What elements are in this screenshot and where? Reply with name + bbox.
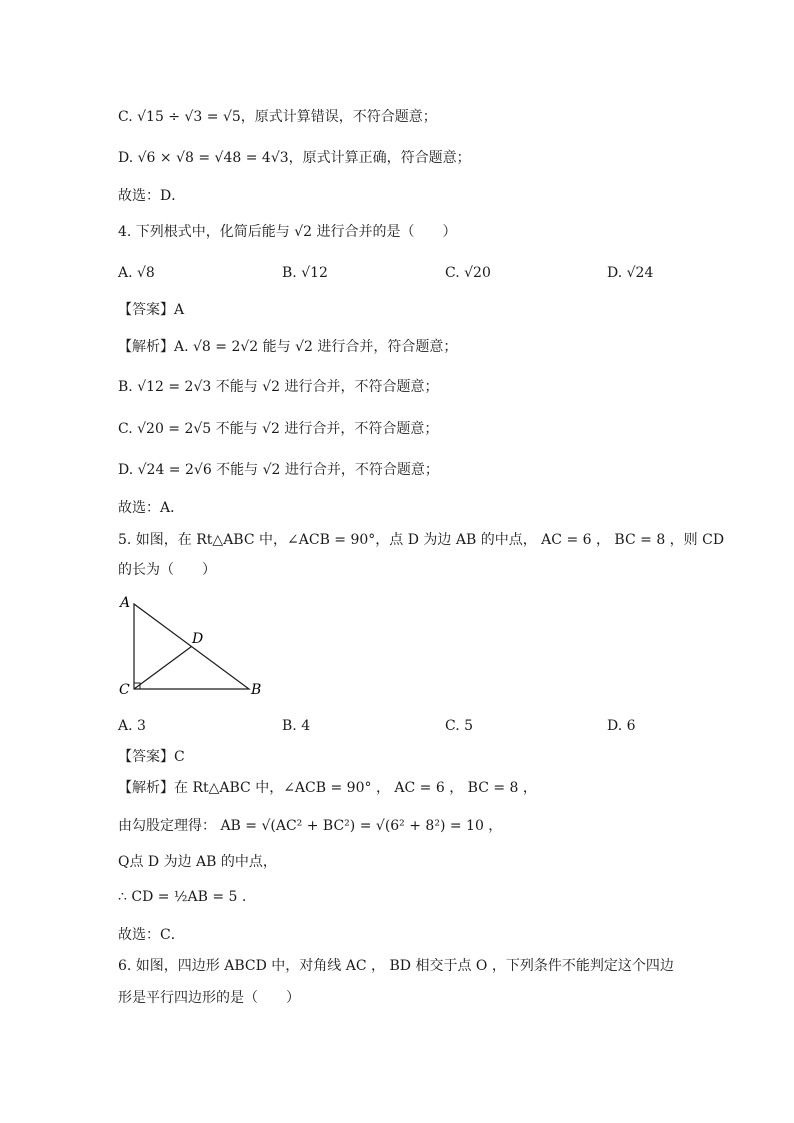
label-c: C [119,682,130,698]
triangle-figure [112,590,272,702]
explanation-line: 【解析】A. √8 = 2√2 能与 √2 进行合并，符合题意； [118,339,458,355]
text-line: 故选：D． [118,188,186,204]
explanation-line: 由勾股定理得： AB = √(AC² + BC²) = √(6² + 8²) = 10 ， [118,818,503,834]
option-b: B. 4 [282,718,311,734]
option-b: B. √12 [282,265,328,281]
option-c: C. √20 [445,265,491,281]
text-line: C. √15 ÷ √3 = √5，原式计算错误，不符合题意； [118,109,437,125]
question-6: 6. 如图，四边形 ABCD 中，对角线 AC ， BD 相交于点 O ，下列条件不能判定这个四边 [118,958,674,974]
explanation-line: Q点 D 为边 AB 的中点， [118,854,277,870]
label-b: B [251,682,262,698]
option-a: A. √8 [118,265,155,281]
question-4: 4. 下列根式中，化简后能与 √2 进行合并的是（ ） [118,224,457,240]
answer-4: 【答案】A [118,302,185,318]
label-a: A [120,595,131,611]
segment-cd [134,647,192,690]
option-c: C. 5 [445,718,474,734]
answer-5: 【答案】C [118,749,185,765]
explanation-line: 【解析】在 Rt△ABC 中，∠ACB = 90° ， AC = 6 ， BC = 8 ， [118,780,537,796]
label-d: D [192,631,204,647]
explanation-line: B. √12 = 2√3 不能与 √2 进行合并，不符合题意； [118,379,439,395]
question-5: 5. 如图，在 Rt△ABC 中，∠ACB = 90°，点 D 为边 AB 的中点， AC = 6 ， BC = 8 ，则 CD [118,532,725,548]
option-d: D. 6 [607,718,636,734]
explanation-line: C. √20 = 2√5 不能与 √2 进行合并，不符合题意； [118,421,439,437]
explanation-line: ∴ CD = ½AB = 5 . [118,889,247,905]
question-5-cont: 的长为（ ） [118,562,216,578]
option-d: D. √24 [607,265,654,281]
question-6-cont: 形是平行四边形的是（ ） [118,990,300,1006]
option-a: A. 3 [118,718,146,734]
text-line: D. √6 × √8 = √48 = 4√3，原式计算正确，符合题意； [118,150,471,166]
explanation-line: 故选：C． [118,927,185,943]
explanation-line: 故选：A． [118,500,185,516]
explanation-line: D. √24 = 2√6 不能与 √2 进行合并，不符合题意； [118,462,439,478]
